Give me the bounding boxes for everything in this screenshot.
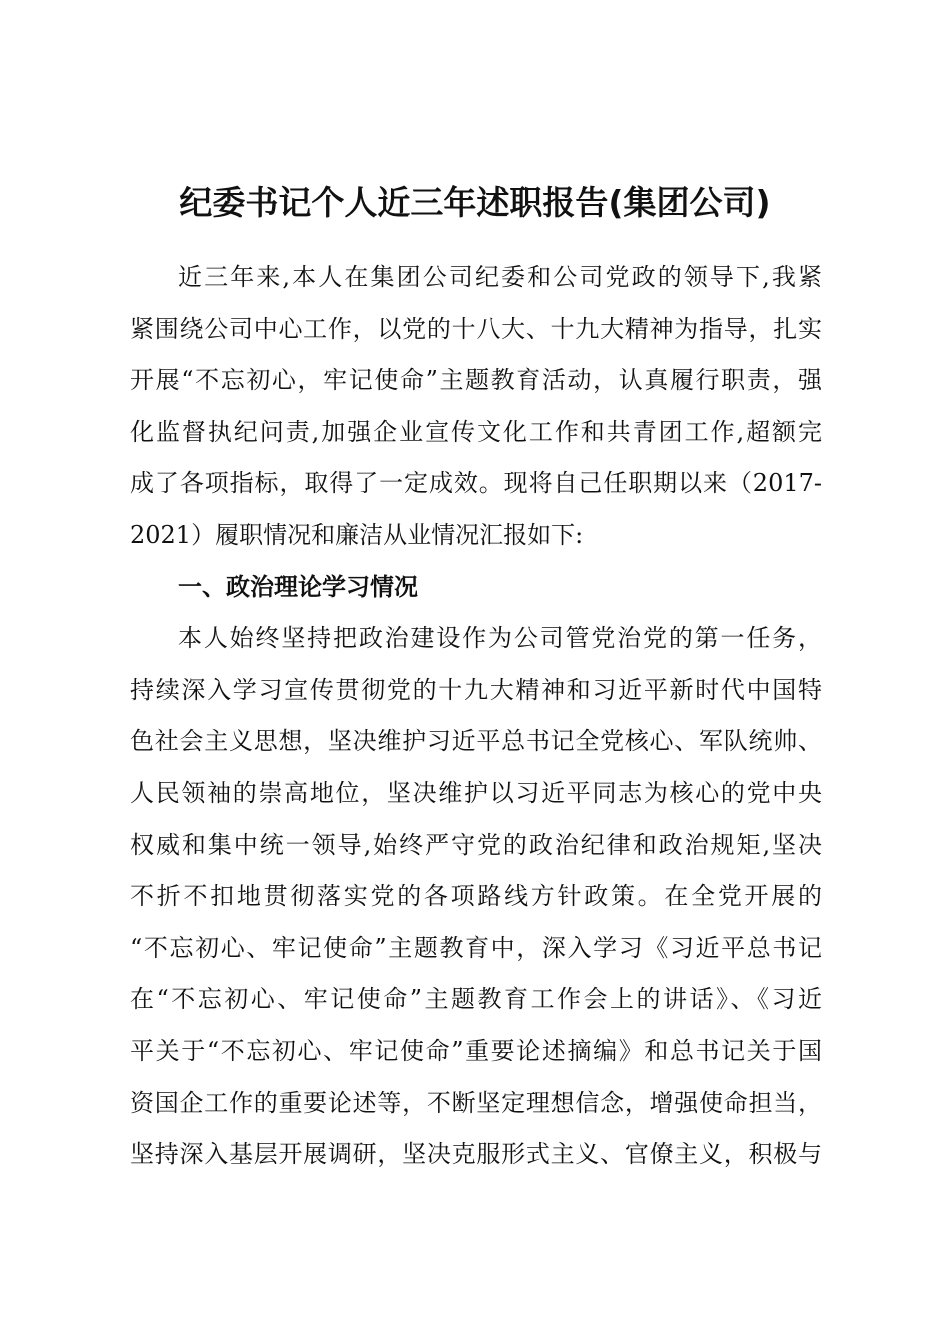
paragraph-line: 权威和集中统一领导,始终严守党的政治纪律和政治规矩,坚决 bbox=[130, 830, 822, 859]
paragraph-line: 紧围绕公司中心工作，以党的十八大、十九大精神为指导，扎实 bbox=[130, 314, 822, 343]
paragraph-line: 人民领袖的崇高地位，坚决维护以习近平同志为核心的党中央 bbox=[130, 778, 822, 807]
paragraph-line: 本人始终坚持把政治建设作为公司管党治党的第一任务， bbox=[178, 624, 822, 653]
paragraph-line: 坚持深入基层开展调研，坚决克服形式主义、官僚主义，积极与 bbox=[130, 1140, 822, 1169]
paragraph-line: 不折不扣地贯彻落实党的各项路线方针政策。在全党开展的 bbox=[130, 882, 822, 911]
paragraph-line: “不忘初心、牢记使命”主题教育中，深入学习《习近平总书记 bbox=[130, 933, 822, 962]
document-title: 纪委书记个人近三年述职报告(集团公司) bbox=[179, 183, 771, 222]
paragraph-line: 成了各项指标，取得了一定成效。现将自己任职期以来（2017- bbox=[130, 469, 822, 498]
paragraph-line: 近三年来,本人在集团公司纪委和公司党政的领导下,我紧 bbox=[178, 263, 822, 291]
paragraph-line: 2021）履职情况和廉洁从业情况汇报如下: bbox=[130, 520, 584, 549]
paragraph-line: 平关于“不忘初心、牢记使命”重要论述摘编》和总书记关于国 bbox=[130, 1036, 822, 1065]
section-heading: 一、政治理论学习情况 bbox=[178, 572, 418, 601]
paragraph-line: 色社会主义思想，坚决维护习近平总书记全党核心、军队统帅、 bbox=[130, 727, 822, 756]
paragraph-line: 持续深入学习宣传贯彻党的十九大精神和习近平新时代中国特 bbox=[130, 675, 822, 704]
paragraph-line: 化监督执纪问责,加强企业宣传文化工作和共青团工作,超额完 bbox=[130, 417, 822, 446]
paragraph-line: 在“不忘初心、牢记使命”主题教育工作会上的讲话》、《习近 bbox=[130, 985, 822, 1014]
document-body bbox=[130, 252, 822, 1181]
paragraph-line: 开展“不忘初心，牢记使命”主题教育活动，认真履行职责，强 bbox=[130, 366, 822, 395]
paragraph-line: 资国企工作的重要论述等，不断坚定理想信念，增强使命担当， bbox=[130, 1088, 822, 1117]
